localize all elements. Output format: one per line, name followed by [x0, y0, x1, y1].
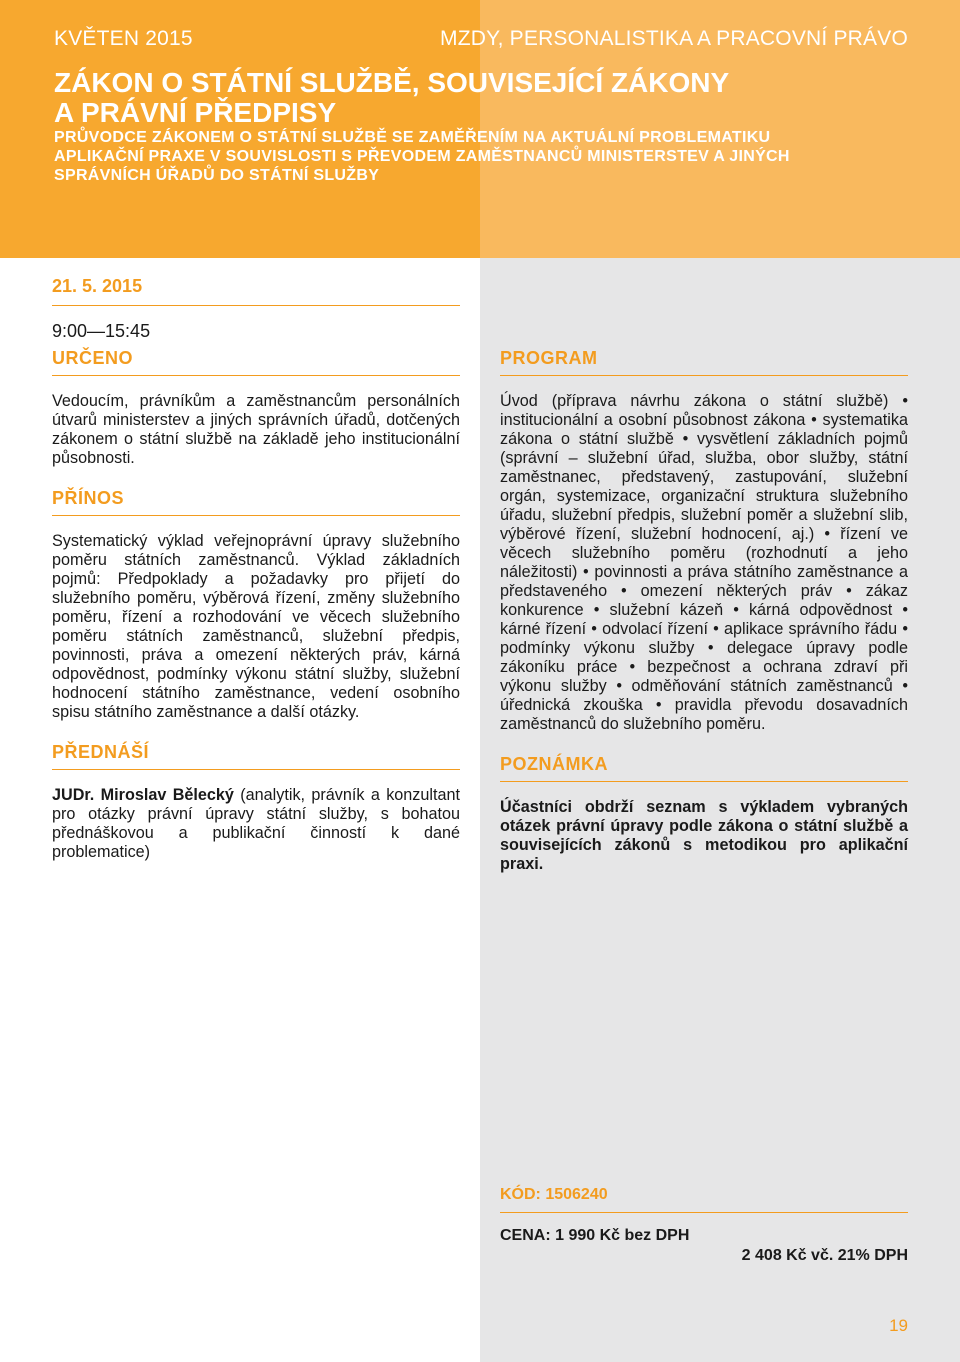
- issue-label: KVĚTEN 2015: [54, 27, 193, 50]
- prinos-text: Systematický výklad veřejnoprávní úpravy služebního poměru státních zaměstnanců. Výklad základních pojmů: Předpoklady a požadavky pro přijetí do služebního poměru, výběrová řízení, změny služebního poměru, řízení a rozhodování ve věcech služebního poměru státních zaměstnanců, služební předpis, povinnosti, práva a omezení některých práv, kárná odpovědnost, podmínky výkonu státní služby, služební hodnocení státního zaměstnance, vedení osobního spisu státního zaměstnance a další otázky.: [52, 532, 460, 721]
- urceno-heading: URČENO: [52, 348, 460, 376]
- left-column: [52, 348, 460, 876]
- lecturer-name: Miroslav Bělecký: [100, 786, 234, 804]
- price-with-vat: 2 408 Kč vč. 21% DPH: [741, 1247, 908, 1264]
- page-title: [54, 68, 814, 128]
- poznamka-heading: POZNÁMKA: [500, 754, 908, 782]
- event-date: 21. 5. 2015: [52, 276, 143, 296]
- header-banner: [0, 0, 960, 258]
- right-column: [500, 348, 908, 888]
- poznamka-text: Účastníci obdrží seznam s výkladem vybraných otázek právní úpravy podle zákona o státní službě a souvisejících zákonů s metodikou pro aplikační praxi.: [500, 798, 908, 873]
- subtitle-line-1: PRŮVODCE ZÁKONEM O STÁTNÍ SLUŽBĚ SE ZAMĚŘENÍM NA AKTUÁLNÍ PROBLEMATIKU: [54, 129, 771, 146]
- category-label: MZDY, PERSONALISTIKA A PRACOVNÍ PRÁVO: [440, 27, 908, 50]
- page-number: 19: [889, 1316, 908, 1335]
- price-without-vat: CENA: 1 990 Kč bez DPH: [500, 1227, 690, 1244]
- subtitle-line-2: APLIKAČNÍ PRAXE V SOUVISLOSTI S PŘEVODEM ZAMĚSTNANCŮ MINISTERSTEV A JINÝCH: [54, 148, 790, 165]
- program-heading: PROGRAM: [500, 348, 908, 376]
- lecturer-description: (analytik, právník a konzultant pro otázky právní úpravy státní služby, s bohatou přednáškovou a publikační činností k dané problematice): [52, 786, 460, 861]
- event-date-time: [52, 276, 460, 342]
- course-code: KÓD: 1506240: [500, 1186, 908, 1213]
- lecturer-title: JUDr.: [52, 786, 95, 804]
- course-price-block: [500, 1186, 908, 1265]
- title-line-1: ZÁKON O STÁTNÍ SLUŽBĚ, SOUVISEJÍCÍ ZÁKONY: [54, 67, 730, 98]
- subtitle-line-3: SPRÁVNÍCH ÚŘADŮ DO STÁTNÍ SLUŽBY: [54, 167, 380, 184]
- prednasi-heading: PŘEDNÁŠÍ: [52, 742, 460, 770]
- divider: [52, 305, 460, 306]
- title-line-2: A PRÁVNÍ PŘEDPISY: [54, 97, 337, 128]
- event-time: 9:00—15:45: [52, 321, 151, 341]
- subtitle: [54, 128, 914, 185]
- prinos-heading: PŘÍNOS: [52, 488, 460, 516]
- program-text: Úvod (příprava návrhu zákona o státní službě) • institucionální a osobní působnost zákona • systematika zákona o státní službě • vysvětlení základních pojmů (správní – služební úřad, služba, obor služby, státní zaměstnanec, představený, zastupování, služební orgán, systemizace, organizační struktura služebního úřadu, služební předpis, služební poměr a služební slib, výběrové řízení, služební hodnocení, aj.) • řízení ve věcech služebního poměru (rozhodnutí a jeho náležitosti) • povinnosti a práva státního zaměstnance a představeného • omezení některých práv • zákaz konkurence • služební kázeň • kárná odpovědnost • kárné řízení • odvolací řízení • aplikace správního řádu • podmínky výkonu služby • delegace úpravy podle zákoníku práce • bezpečnost a ochrana zdraví při výkonu služby • odměňování státních zaměstnanců • úřednická zkouška • pravidla převodu dosavadních zaměstnanců do služebního poměru.: [500, 392, 908, 733]
- urceno-text: Vedoucím, právníkům a zaměstnancům personálních útvarů ministerstev a jiných správních úřadů, dotčených zákonem o státní službě na základě jeho institucionální působnosti.: [52, 392, 460, 467]
- lecturer-text: [52, 786, 460, 862]
